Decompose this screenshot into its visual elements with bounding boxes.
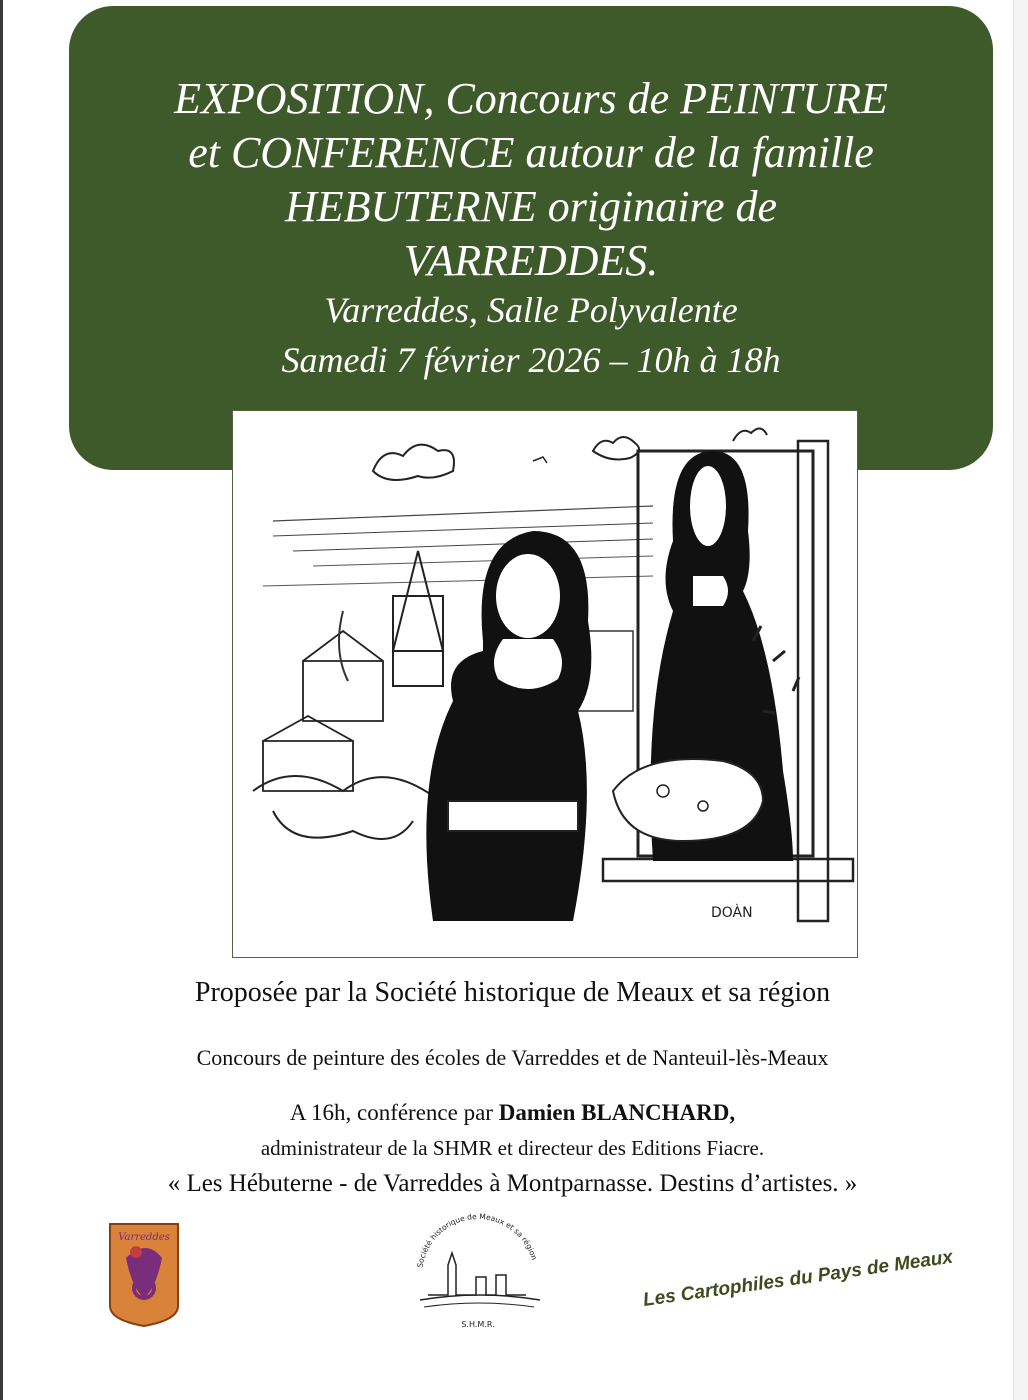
shmr-arc-text: Société historique de Meaux et sa région <box>415 1211 539 1269</box>
speaker-role: administrateur de la SHMR et directeur des Editions Fiacre. <box>260 1136 765 1160</box>
conference-prefix: A 16h, conférence par <box>289 1100 499 1125</box>
varreddes-logo <box>106 1218 182 1328</box>
banner-line-4: VARREDDES. <box>403 236 659 285</box>
banner-line-3: HEBUTERNE originaire de <box>284 182 778 231</box>
page-edge-left <box>0 0 3 1400</box>
svg-text:Société historique de Meaux et <box>415 1212 538 1268</box>
shmr-abbr: S.H.M.R. <box>461 1320 495 1329</box>
banner-venue: Varreddes, Salle Polyvalente <box>324 290 738 330</box>
talk-title: « Les Hébuterne - de Varreddes à Montparnasse. Destins d’artistes. » <box>167 1170 858 1197</box>
illustration-frame <box>232 410 858 958</box>
artist-signature: DOÀN <box>711 905 753 921</box>
cartophiles-text: Les Cartophiles du Pays de Meaux <box>641 1246 955 1311</box>
shmr-logo <box>410 1205 546 1335</box>
speaker-name: Damien BLANCHARD, <box>498 1100 736 1125</box>
banner-line-2: et CONFERENCE autour de la famille <box>188 128 874 177</box>
banner-line-1: EXPOSITION, Concours de PEINTURE <box>174 74 888 123</box>
varreddes-logo-text: Varreddes <box>118 1232 170 1243</box>
ink-drawing <box>233 411 857 957</box>
page-edge-right <box>1013 0 1028 1400</box>
cartophiles-logo <box>640 1240 960 1320</box>
conference-line <box>60 1098 965 1128</box>
banner-date: Samedi 7 février 2026 – 10h à 18h <box>281 340 781 380</box>
contest-line: Concours de peinture des écoles de Varreddes et de Nanteuil-lès-Meaux <box>196 1045 829 1070</box>
proposed-by: Proposée par la Société historique de Meaux et sa région <box>194 977 831 1008</box>
title-banner <box>69 6 993 470</box>
